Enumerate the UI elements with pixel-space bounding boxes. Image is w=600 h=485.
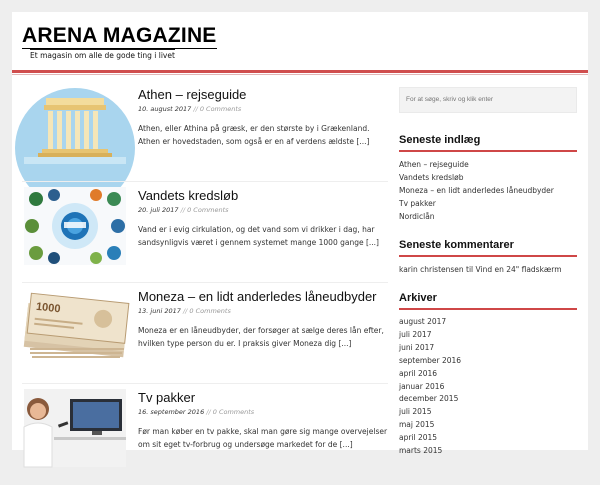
post-title[interactable]: Vandets kredsløb <box>138 188 239 203</box>
recent-post-link[interactable]: Moneza – en lidt anderledes låneudbyder <box>399 186 554 195</box>
archive-link[interactable]: juli 2017 <box>399 329 432 339</box>
sidebar <box>399 86 577 456</box>
site-title[interactable]: ARENA MAGAZINE <box>22 24 217 47</box>
post-excerpt: Før man køber en tv pakke, skal man gøre sig mange overvejelser om sit eget tv-forbrug og undersøge markedet for de [...] <box>138 427 388 449</box>
archive-link[interactable]: december 2015 <box>399 394 459 404</box>
post-comments-link[interactable]: 0 Comments <box>199 105 242 113</box>
post-title[interactable]: Tv pakker <box>138 390 196 405</box>
archive-link[interactable]: januar 2016 <box>399 381 445 391</box>
archive-link[interactable]: juli 2015 <box>399 407 432 417</box>
widget-title: Seneste kommentarer <box>399 239 577 257</box>
recent-post-link[interactable]: Vandets kredsløb <box>399 173 464 182</box>
archive-link[interactable]: september 2016 <box>399 355 462 365</box>
post-divider <box>22 383 388 384</box>
recent-comment-item[interactable]: karin christensen til Vind en 24" fladskærm <box>399 265 562 274</box>
post-date[interactable]: 13. juni 2017 <box>138 307 181 315</box>
post-item <box>22 187 388 283</box>
banknotes-icon <box>24 288 126 366</box>
post-comments-link[interactable]: 0 Comments <box>212 408 255 416</box>
meta-separator: // <box>193 105 198 113</box>
post-meta <box>138 307 388 316</box>
post-divider <box>22 282 388 283</box>
meta-separator: // <box>180 206 186 214</box>
recent-post-link[interactable]: Nordiclån <box>399 212 435 221</box>
post-comments-link[interactable]: 0 Comments <box>189 307 231 315</box>
header-accent-rule-thin <box>12 74 588 75</box>
archive-link[interactable]: marts 2015 <box>399 446 443 456</box>
post-date[interactable]: 20. juli 2017 <box>138 206 179 214</box>
svg-text:1000: 1000 <box>35 300 61 316</box>
recent-post-link[interactable]: Tv pakker <box>399 199 436 208</box>
post-meta <box>138 105 388 114</box>
recent-posts-list <box>399 158 577 223</box>
archive-link[interactable]: maj 2015 <box>399 420 435 430</box>
widget-recent-posts <box>399 134 577 223</box>
archives-list <box>399 316 577 458</box>
post-thumbnail-tv[interactable] <box>24 389 126 467</box>
search-input[interactable] <box>399 87 577 113</box>
post-date[interactable]: 16. september 2016 <box>138 408 205 416</box>
widget-recent-comments <box>399 239 577 276</box>
site-tagline: Et magasin om alle de gode ting i livet <box>30 51 175 60</box>
recent-comments-list <box>399 263 577 276</box>
archive-link[interactable]: juni 2017 <box>399 342 435 352</box>
post-excerpt: Moneza er en låneudbyder, der forsøger at sælge deres lån efter, hvilken type person du er. I praksis giver Moneza dig [...] <box>138 326 384 348</box>
post-divider <box>22 181 388 182</box>
post-comments-link[interactable]: 0 Comments <box>187 206 229 214</box>
post-excerpt: Vand er i evig cirkulation, og det vand som vi drikker i dag, har sandsynligvis været i gennem systemet mange 1000 gange [...] <box>138 225 379 247</box>
parthenon-icon <box>24 86 126 164</box>
archive-link[interactable]: april 2016 <box>399 368 438 378</box>
post-thumbnail-water-cycle[interactable] <box>24 187 126 265</box>
water-cycle-icon <box>24 187 126 265</box>
post-meta <box>138 206 388 215</box>
recent-post-link[interactable]: Athen – rejseguide <box>399 160 469 169</box>
widget-archives <box>399 292 577 458</box>
header-accent-rule <box>12 70 588 73</box>
post-item <box>22 288 388 384</box>
archive-link[interactable]: august 2017 <box>399 317 447 326</box>
post-meta <box>138 408 388 417</box>
post-title[interactable]: Moneza – en lidt anderledes låneudbyder <box>138 289 377 304</box>
widget-title: Arkiver <box>399 292 577 310</box>
post-date[interactable]: 10. august 2017 <box>138 105 192 113</box>
widget-title: Seneste indlæg <box>399 134 577 152</box>
archive-link[interactable]: april 2015 <box>399 433 438 443</box>
meta-separator: // <box>182 307 188 315</box>
page <box>12 12 588 456</box>
tv-viewer-icon <box>24 389 126 467</box>
post-thumbnail-parthenon[interactable] <box>24 86 126 164</box>
meta-separator: // <box>206 408 211 416</box>
post-item <box>22 389 388 485</box>
post-title[interactable]: Athen – rejseguide <box>138 87 247 102</box>
post-excerpt: Athen, eller Athina på græsk, er den største by i Grækenland. Athen er hovedstaden, som også er en af verdens ældste [...] <box>138 124 370 146</box>
post-thumbnail-banknotes[interactable] <box>24 288 126 366</box>
post-item <box>22 86 388 182</box>
site-header <box>12 12 588 74</box>
